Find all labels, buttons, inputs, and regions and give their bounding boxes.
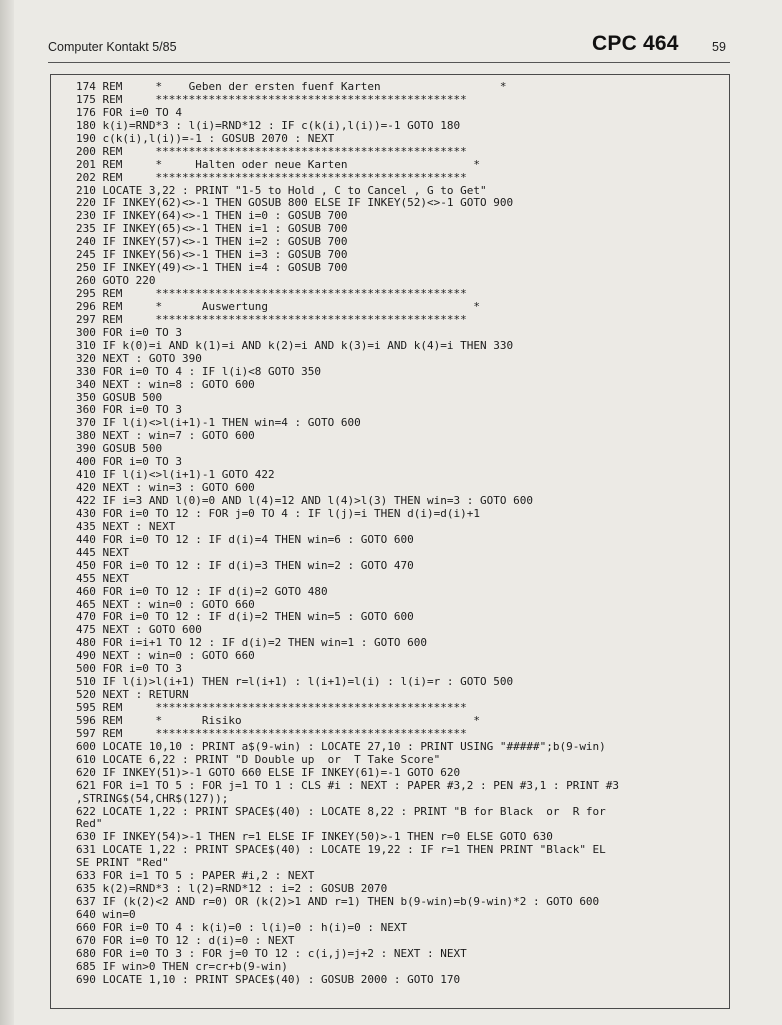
code-line: 445 NEXT xyxy=(76,545,129,559)
code-line: 621 FOR i=1 TO 5 : FOR j=1 TO 1 : CLS #i : NEXT : PAPER #3,2 : PEN #3,1 : PRINT #3 xyxy=(76,778,620,792)
code-line: 202 REM *********************************************** xyxy=(76,170,467,184)
code-line: 422 IF i=3 AND l(0)=0 AND l(4)=12 AND l(4)>l(3) THEN win=3 : GOTO 600 xyxy=(76,494,533,507)
code-line: 370 IF l(i)<>l(i+1)-1 THEN win=4 : GOTO 600 xyxy=(76,416,361,430)
page-number: 59 xyxy=(712,40,726,54)
code-line: 640 win=0 xyxy=(76,908,136,921)
code-line: 295 REM *********************************************** xyxy=(76,287,467,300)
code-line: 235 IF INKEY(65)<>-1 THEN i=1 : GOSUB 700 xyxy=(76,222,348,236)
code-line: 350 GOSUB 500 xyxy=(76,390,163,404)
code-line: 680 FOR i=0 TO 3 : FOR j=0 TO 12 : c(i,j)=j+2 : NEXT : NEXT xyxy=(76,946,467,960)
code-line: 610 LOCATE 6,22 : PRINT "D Double up or T Take Score" xyxy=(76,752,441,766)
code-line: 597 REM *********************************************** xyxy=(76,726,467,740)
code-line: 520 NEXT : RETURN xyxy=(76,688,189,702)
code-line: 631 LOCATE 1,22 : PRINT SPACE$(40) : LOCATE 19,22 : IF r=1 THEN PRINT "Black" EL xyxy=(76,843,606,857)
code-line: 420 NEXT : win=3 : GOTO 600 xyxy=(76,481,255,495)
code-line: 245 IF INKEY(56)<>-1 THEN i=3 : GOSUB 700 xyxy=(76,248,348,262)
publication-title: Computer Kontakt 5/85 xyxy=(48,40,177,54)
code-line: 633 FOR i=1 TO 5 : PAPER #i,2 : NEXT xyxy=(76,869,315,883)
code-line: 600 LOCATE 10,10 : PRINT a$(9-win) : LOCATE 27,10 : PRINT USING "#####";b(9-win) xyxy=(76,739,606,753)
code-line: 360 FOR i=0 TO 3 xyxy=(76,403,182,417)
code-line: 460 FOR i=0 TO 12 : IF d(i)=2 GOTO 480 xyxy=(76,584,328,598)
code-line: 410 IF l(i)<>l(i+1)-1 GOTO 422 xyxy=(76,468,275,482)
code-line: 475 NEXT : GOTO 600 xyxy=(76,623,202,637)
code-line: 390 GOSUB 500 xyxy=(76,442,163,456)
code-line: 210 LOCATE 3,22 : PRINT "1-5 to Hold , C to Cancel , G to Get" xyxy=(76,183,487,197)
code-line: 435 NEXT : NEXT xyxy=(76,519,176,533)
code-line: 622 LOCATE 1,22 : PRINT SPACE$(40) : LOCATE 8,22 : PRINT "B for Black or R for xyxy=(76,804,606,818)
code-line: 220 IF INKEY(62)<>-1 THEN GOSUB 800 ELSE IF INKEY(52)<>-1 GOTO 900 xyxy=(76,196,514,210)
code-line: 175 REM *********************************************** xyxy=(76,92,467,106)
code-line: 201 REM * Halten oder neue Karten * xyxy=(76,157,480,171)
code-line: 660 FOR i=0 TO 4 : k(i)=0 : l(i)=0 : h(i)=0 : NEXT xyxy=(76,920,408,934)
code-line: 690 LOCATE 1,10 : PRINT SPACE$(40) : GOSUB 2000 : GOTO 170 xyxy=(76,972,461,986)
section-brand: CPC 464 xyxy=(592,32,679,55)
code-line: 490 NEXT : win=0 : GOTO 660 xyxy=(76,649,255,663)
code-line: 510 IF l(i)>l(i+1) THEN r=l(i+1) : l(i+1)=l(i) : l(i)=r : GOTO 500 xyxy=(76,675,514,689)
code-line: 310 IF k(0)=i AND k(1)=i AND k(2)=i AND k(3)=i AND k(4)=i THEN 330 xyxy=(76,338,514,352)
code-line: 200 REM *********************************************** xyxy=(76,144,467,158)
code-listing-box xyxy=(50,74,730,1009)
code-line: 296 REM * Auswertung * xyxy=(76,299,480,313)
code-line: 400 FOR i=0 TO 3 xyxy=(76,455,182,469)
code-line: 596 REM * Risiko * xyxy=(76,713,480,727)
code-line: 500 FOR i=0 TO 3 xyxy=(76,662,182,676)
code-line: ,STRING$(54,CHR$(127)); xyxy=(76,791,229,805)
code-line: 455 NEXT xyxy=(76,571,129,585)
code-line: SE PRINT "Red" xyxy=(76,856,169,870)
code-line: 620 IF INKEY(51)>-1 GOTO 660 ELSE IF INKEY(61)=-1 GOTO 620 xyxy=(76,765,461,779)
code-line: 230 IF INKEY(64)<>-1 THEN i=0 : GOSUB 700 xyxy=(76,209,348,223)
code-line: 300 FOR i=0 TO 3 xyxy=(76,325,182,339)
header-rule xyxy=(48,62,730,63)
page-header xyxy=(48,34,748,60)
code-line: 180 k(i)=RND*3 : l(i)=RND*12 : IF c(k(i),l(i))=-1 GOTO 180 xyxy=(76,118,461,132)
code-line: 450 FOR i=0 TO 12 : IF d(i)=3 THEN win=2 : GOTO 470 xyxy=(76,558,414,572)
code-line: 480 FOR i=i+1 TO 12 : IF d(i)=2 THEN win=1 : GOTO 600 xyxy=(76,636,427,650)
code-line: 340 NEXT : win=8 : GOTO 600 xyxy=(76,377,255,391)
code-line: 637 IF (k(2)<2 AND r=0) OR (k(2)>1 AND r=1) THEN b(9-win)=b(9-win)*2 : GOTO 600 xyxy=(76,895,600,909)
code-line: 297 REM *********************************************** xyxy=(76,312,467,326)
page-gutter xyxy=(0,0,14,1025)
code-line: 176 FOR i=0 TO 4 xyxy=(76,105,182,119)
code-line: 685 IF win>0 THEN cr=cr+b(9-win) xyxy=(76,959,288,973)
code-line: Red" xyxy=(76,817,103,831)
code-line: 250 IF INKEY(49)<>-1 THEN i=4 : GOSUB 700 xyxy=(76,261,348,275)
code-line: 330 FOR i=0 TO 4 : IF l(i)<8 GOTO 350 xyxy=(76,364,322,378)
code-line: 320 NEXT : GOTO 390 xyxy=(76,351,202,365)
code-line: 470 FOR i=0 TO 12 : IF d(i)=2 THEN win=5 : GOTO 600 xyxy=(76,610,414,624)
code-line: 465 NEXT : win=0 : GOTO 660 xyxy=(76,597,255,611)
code-line: 440 FOR i=0 TO 12 : IF d(i)=4 THEN win=6 : GOTO 600 xyxy=(76,532,414,546)
basic-listing xyxy=(76,81,728,987)
code-line: 190 c(k(i),l(i))=-1 : GOSUB 2070 : NEXT xyxy=(76,131,335,145)
code-line: 174 REM * Geben der ersten fuenf Karten * xyxy=(76,80,507,93)
code-line: 635 k(2)=RND*3 : l(2)=RND*12 : i=2 : GOSUB 2070 xyxy=(76,882,388,896)
code-line: 260 GOTO 220 xyxy=(76,274,156,288)
code-line: 595 REM *********************************************** xyxy=(76,701,467,714)
code-line: 630 IF INKEY(54)>-1 THEN r=1 ELSE IF INKEY(50)>-1 THEN r=0 ELSE GOTO 630 xyxy=(76,830,553,844)
code-line: 430 FOR i=0 TO 12 : FOR j=0 TO 4 : IF l(j)=i THEN d(i)=d(i)+1 xyxy=(76,506,480,520)
code-line: 670 FOR i=0 TO 12 : d(i)=0 : NEXT xyxy=(76,933,295,947)
code-line: 380 NEXT : win=7 : GOTO 600 xyxy=(76,429,255,443)
code-line: 240 IF INKEY(57)<>-1 THEN i=2 : GOSUB 700 xyxy=(76,235,348,249)
